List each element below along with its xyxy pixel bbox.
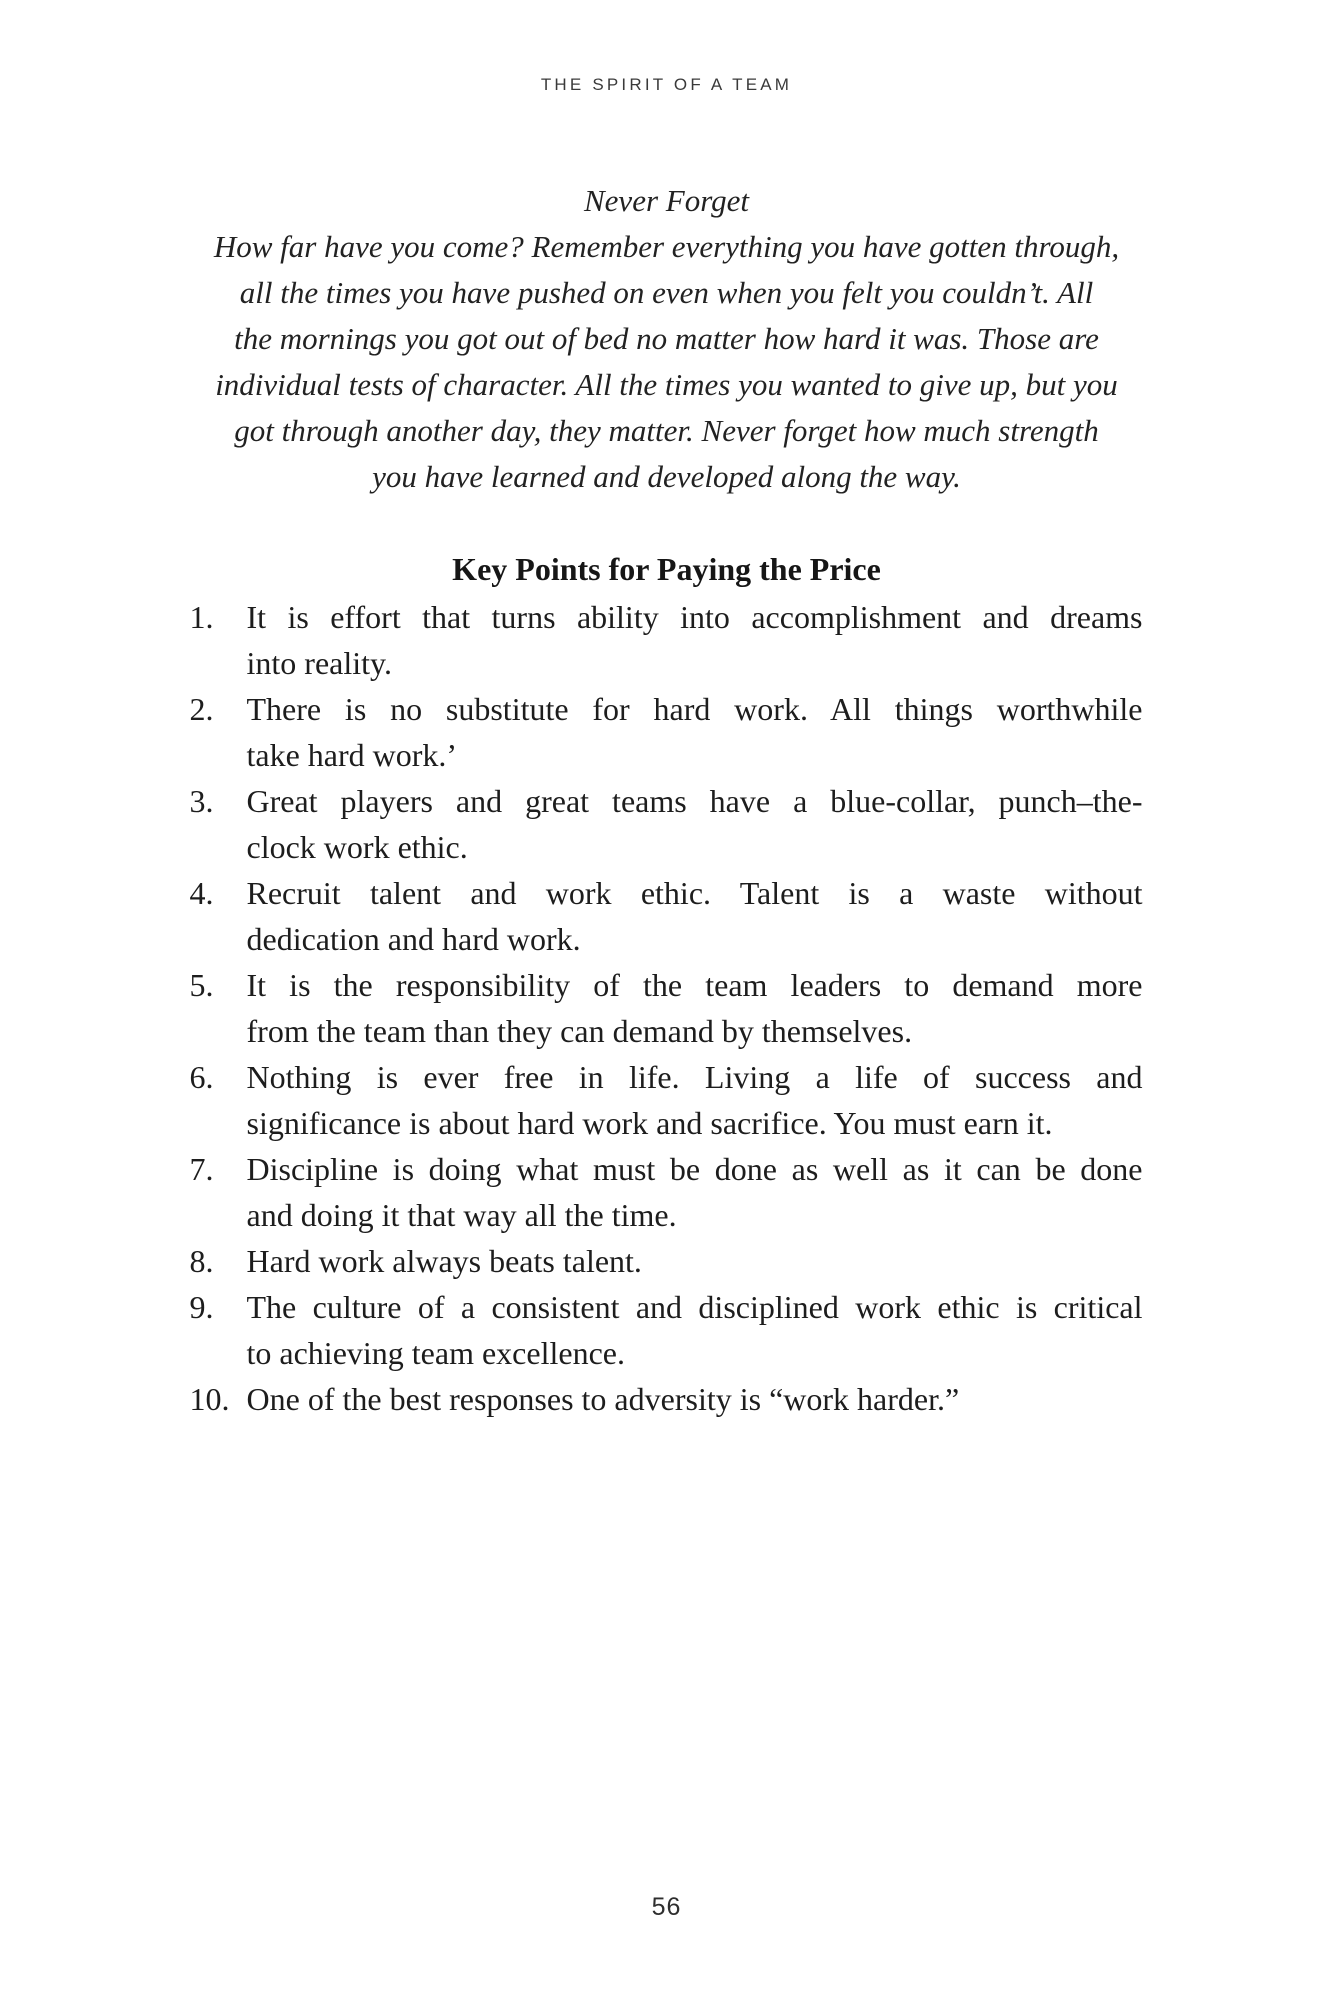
list-item-number: 4.	[189, 875, 214, 911]
list-item-line: Nothing is ever free in life. Living a life of success and	[246, 1059, 1143, 1095]
list-item-text	[247, 870, 1143, 962]
section-heading: Key Points for Paying the Price	[452, 551, 881, 587]
list-item-line: into reality.	[246, 645, 392, 681]
list-item-number: 6.	[189, 1059, 214, 1095]
list-item-line: There is no substitute for hard work. All things worthwhile	[246, 691, 1143, 727]
list-item	[152, 962, 1182, 1054]
list-item-line: Great players and great teams have a blue-collar, punch–the-	[246, 783, 1143, 819]
quote-lines	[152, 224, 1182, 500]
list-item-number: 7.	[189, 1151, 214, 1187]
list-item	[152, 1376, 1182, 1422]
list-item-number: 8.	[189, 1243, 214, 1279]
list-item-line: from the team than they can demand by themselves.	[246, 1013, 913, 1049]
list-item-line: significance is about hard work and sacrifice. You must earn it.	[246, 1105, 1053, 1141]
list-item	[152, 686, 1182, 778]
list-item-line: It is effort that turns ability into accomplishment and dreams	[246, 599, 1143, 635]
page-content	[152, 178, 1182, 1422]
list-item-text	[247, 1054, 1143, 1146]
list-item-line: take hard work.’	[246, 737, 458, 773]
running-header: THE SPIRIT OF A TEAM	[540, 75, 793, 94]
list-item-text	[247, 962, 1143, 1054]
list-item	[152, 1054, 1182, 1146]
list-item-number: 9.	[189, 1289, 214, 1325]
list-item-line: It is the responsibility of the team leaders to demand more	[246, 967, 1143, 1003]
list-item-text	[247, 686, 1143, 778]
page-number: 56	[651, 1893, 682, 1921]
quote-line: How far have you come? Remember everything you have gotten through,	[213, 229, 1120, 264]
list-item-number: 10.	[189, 1381, 230, 1417]
list-item-line: Discipline is doing what must be done as well as it can be done	[246, 1151, 1143, 1187]
list-item-line: Recruit talent and work ethic. Talent is a waste without	[246, 875, 1143, 911]
quote-line: you have learned and developed along the way.	[372, 459, 961, 494]
list-item-text	[247, 1284, 1143, 1376]
list-item-number: 2.	[189, 691, 214, 727]
list-item	[152, 594, 1182, 686]
list-item-text	[247, 594, 1143, 686]
list-item	[152, 778, 1182, 870]
list-item-line: The culture of a consistent and disciplined work ethic is critical	[246, 1289, 1143, 1325]
list-item-number: 1.	[189, 599, 214, 635]
list-item	[152, 1238, 1182, 1284]
list-item-line: and doing it that way all the time.	[246, 1197, 677, 1233]
quote-block	[152, 178, 1182, 500]
list-item-text	[247, 1146, 1143, 1238]
list-item-line: clock work ethic.	[246, 829, 468, 865]
quote-line: individual tests of character. All the times you wanted to give up, but you	[215, 367, 1118, 402]
list-item	[152, 870, 1182, 962]
list-item-text	[247, 1376, 1143, 1422]
list-item-text	[247, 778, 1143, 870]
quote-line: the mornings you got out of bed no matter how hard it was. Those are	[234, 321, 1099, 356]
list-item-text	[247, 1238, 1143, 1284]
quote-line: got through another day, they matter. Never forget how much strength	[234, 413, 1099, 448]
list-item-line: Hard work always beats talent.	[246, 1243, 642, 1279]
quote-line: all the times you have pushed on even when you felt you couldn’t. All	[239, 275, 1094, 310]
list-item-number: 3.	[189, 783, 214, 819]
list-item-line: One of the best responses to adversity is “work harder.”	[246, 1381, 960, 1417]
key-points-list	[152, 594, 1182, 1422]
quote-title: Never Forget	[584, 183, 749, 218]
list-item-line: dedication and hard work.	[246, 921, 581, 957]
list-item-number: 5.	[189, 967, 214, 1003]
list-item-line: to achieving team excellence.	[246, 1335, 625, 1371]
list-item	[152, 1146, 1182, 1238]
list-item	[152, 1284, 1182, 1376]
